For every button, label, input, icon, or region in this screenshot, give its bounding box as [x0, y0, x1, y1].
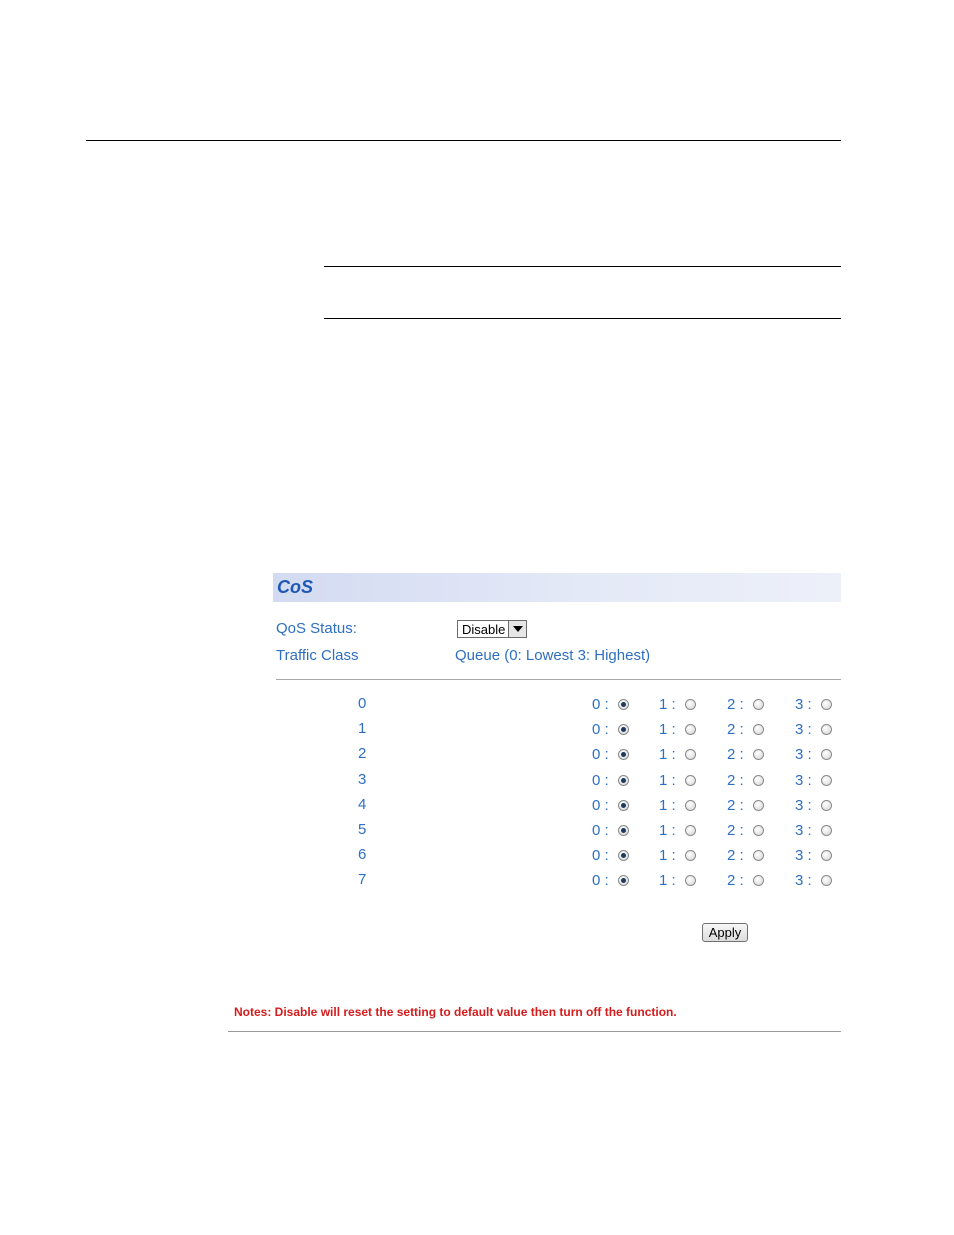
queue-radio[interactable]	[753, 775, 764, 786]
queue-radio[interactable]	[685, 699, 696, 710]
qos-status-value: Disable	[462, 622, 506, 637]
queue-radio[interactable]	[821, 850, 832, 861]
queue-radio[interactable]	[618, 749, 629, 760]
queue-radio[interactable]	[753, 699, 764, 710]
queue-radio[interactable]	[618, 699, 629, 710]
queue-radio[interactable]	[753, 825, 764, 836]
queue-radio[interactable]	[821, 775, 832, 786]
traffic-class-value: 0	[358, 695, 367, 712]
queue-radio[interactable]	[618, 825, 629, 836]
bottom-rule	[228, 1031, 841, 1032]
queue-option-label: 0 :	[592, 822, 609, 839]
queue-option-label: 0 :	[592, 746, 609, 763]
chevron-down-icon[interactable]	[508, 621, 526, 637]
queue-option-label: 3 :	[795, 872, 812, 889]
queue-row	[0, 796, 954, 818]
queue-row	[0, 745, 954, 767]
queue-radio[interactable]	[821, 699, 832, 710]
queue-radio[interactable]	[821, 875, 832, 886]
queue-radio[interactable]	[821, 825, 832, 836]
apply-button[interactable]: Apply	[702, 923, 748, 942]
queue-option-label: 3 :	[795, 721, 812, 738]
queue-option-label: 0 :	[592, 772, 609, 789]
queue-row	[0, 846, 954, 868]
queue-option-label: 2 :	[727, 746, 744, 763]
queue-option-label: 2 :	[727, 797, 744, 814]
traffic-class-header: Traffic Class	[276, 647, 359, 664]
queue-option-label: 2 :	[727, 872, 744, 889]
queue-header: Queue (0: Lowest 3: Highest)	[455, 647, 651, 664]
queue-row	[0, 871, 954, 893]
queue-radio[interactable]	[821, 724, 832, 735]
queue-radio[interactable]	[618, 775, 629, 786]
queue-option-label: 1 :	[659, 822, 676, 839]
queue-option-label: 2 :	[727, 721, 744, 738]
section-rule-lower	[324, 318, 841, 319]
queue-option-label: 3 :	[795, 696, 812, 713]
traffic-class-value: 2	[358, 745, 367, 762]
queue-option-label: 0 :	[592, 872, 609, 889]
queue-radio[interactable]	[685, 850, 696, 861]
queue-radio[interactable]	[685, 800, 696, 811]
queue-radio[interactable]	[618, 724, 629, 735]
qos-status-label: QoS Status:	[276, 620, 357, 637]
queue-row	[0, 771, 954, 793]
traffic-class-value: 4	[358, 796, 367, 813]
queue-option-label: 1 :	[659, 721, 676, 738]
queue-radio[interactable]	[753, 875, 764, 886]
queue-option-label: 1 :	[659, 847, 676, 864]
queue-row	[0, 821, 954, 843]
queue-radio[interactable]	[753, 850, 764, 861]
queue-option-label: 1 :	[659, 696, 676, 713]
cos-title: CoS	[277, 577, 313, 597]
queue-radio[interactable]	[821, 800, 832, 811]
queue-radio[interactable]	[685, 825, 696, 836]
queue-radio[interactable]	[618, 875, 629, 886]
queue-option-label: 1 :	[659, 746, 676, 763]
queue-option-label: 3 :	[795, 746, 812, 763]
queue-radio[interactable]	[618, 850, 629, 861]
queue-option-label: 1 :	[659, 797, 676, 814]
traffic-class-value: 5	[358, 821, 367, 838]
table-divider	[276, 679, 841, 680]
queue-option-label: 0 :	[592, 797, 609, 814]
queue-option-label: 1 :	[659, 872, 676, 889]
traffic-class-value: 3	[358, 771, 367, 788]
queue-option-label: 0 :	[592, 721, 609, 738]
queue-radio[interactable]	[685, 775, 696, 786]
queue-option-label: 3 :	[795, 797, 812, 814]
queue-option-label: 2 :	[727, 822, 744, 839]
traffic-class-value: 1	[358, 720, 367, 737]
queue-radio[interactable]	[821, 749, 832, 760]
queue-row	[0, 720, 954, 742]
queue-radio[interactable]	[618, 800, 629, 811]
section-rule-upper	[324, 266, 841, 267]
qos-status-select[interactable]	[457, 620, 527, 638]
queue-radio[interactable]	[753, 724, 764, 735]
queue-radio[interactable]	[685, 724, 696, 735]
traffic-class-value: 7	[358, 871, 367, 888]
queue-option-label: 2 :	[727, 772, 744, 789]
cos-panel-header	[273, 573, 841, 602]
queue-option-label: 1 :	[659, 772, 676, 789]
queue-radio[interactable]	[753, 749, 764, 760]
queue-radio[interactable]	[753, 800, 764, 811]
queue-option-label: 0 :	[592, 696, 609, 713]
top-rule	[86, 140, 841, 141]
queue-option-label: 0 :	[592, 847, 609, 864]
queue-row	[0, 695, 954, 717]
queue-option-label: 3 :	[795, 822, 812, 839]
queue-radio[interactable]	[685, 749, 696, 760]
queue-option-label: 2 :	[727, 696, 744, 713]
queue-option-label: 3 :	[795, 772, 812, 789]
traffic-class-value: 6	[358, 846, 367, 863]
queue-option-label: 3 :	[795, 847, 812, 864]
notes-text: Notes: Disable will reset the setting to default value then turn off the function.	[234, 1005, 677, 1019]
queue-radio[interactable]	[685, 875, 696, 886]
queue-option-label: 2 :	[727, 847, 744, 864]
